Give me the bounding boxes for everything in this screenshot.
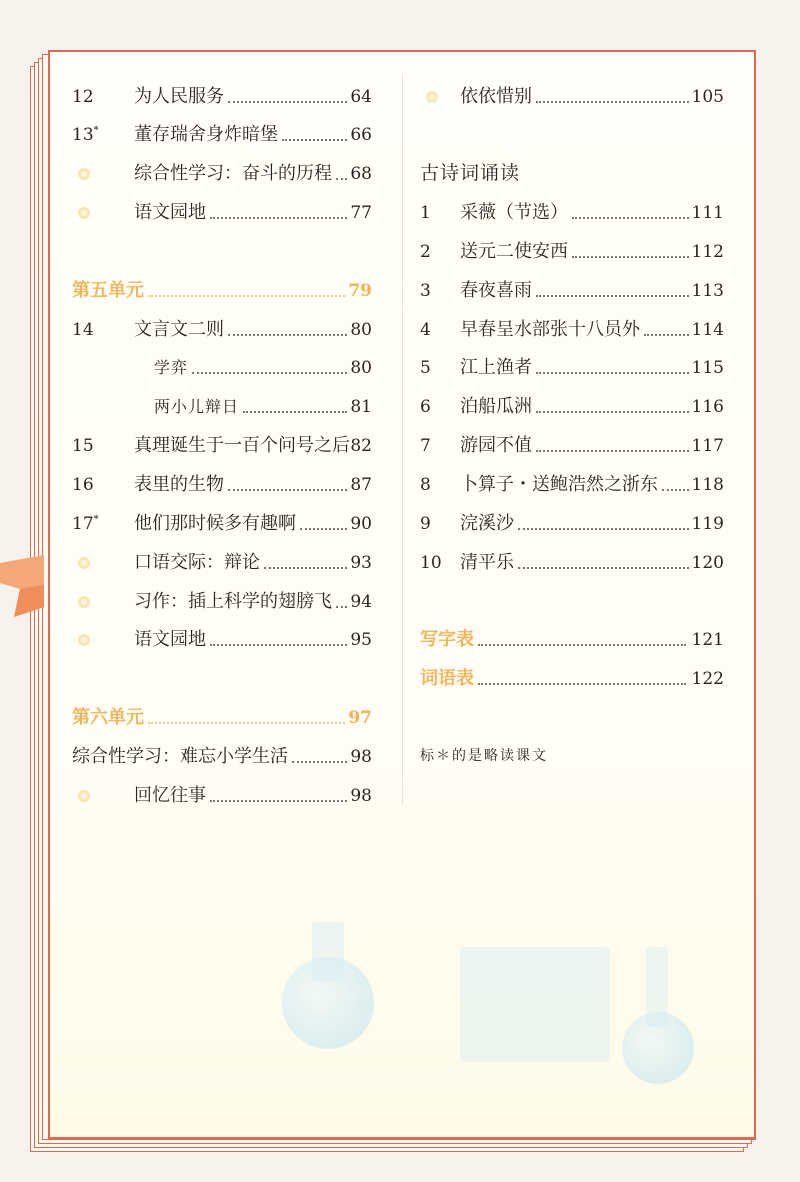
leader-dots bbox=[536, 372, 689, 374]
entry-page-number: 87 bbox=[350, 475, 372, 495]
toc-entry[interactable] bbox=[72, 120, 372, 150]
leader-dots bbox=[536, 450, 689, 452]
entry-title: 江上渔者 bbox=[460, 357, 532, 378]
entry-number: 14 bbox=[72, 320, 94, 340]
toc-entry[interactable] bbox=[420, 392, 724, 422]
entry-title: 游园不值 bbox=[460, 435, 532, 456]
toc-entry[interactable] bbox=[72, 392, 372, 422]
leader-dots bbox=[518, 567, 689, 569]
entry-title: 词语表 bbox=[420, 668, 474, 689]
toc-entry[interactable] bbox=[420, 353, 724, 383]
entry-title: 口语交际：辩论 bbox=[134, 552, 260, 573]
bullet-icon bbox=[78, 557, 90, 569]
toc-entry[interactable] bbox=[72, 587, 372, 617]
entry-title: 语文园地 bbox=[134, 202, 206, 223]
supplementary-reading-mark: * bbox=[93, 125, 99, 136]
leader-dots bbox=[210, 800, 347, 802]
entry-number: 4 bbox=[420, 320, 431, 340]
entry-page-number: 93 bbox=[350, 553, 372, 573]
toc-entry[interactable] bbox=[72, 82, 372, 112]
column-divider bbox=[402, 74, 403, 804]
entry-number: 13* bbox=[72, 125, 99, 145]
entry-number: 3 bbox=[420, 281, 431, 301]
toc-entry[interactable] bbox=[420, 198, 724, 228]
toc-entry[interactable] bbox=[420, 315, 724, 345]
entry-page-number: 117 bbox=[691, 436, 724, 456]
entry-page-number: 95 bbox=[350, 630, 372, 650]
entry-title: 依依惜别 bbox=[460, 86, 532, 107]
leader-dots bbox=[148, 295, 345, 297]
entry-title: 表里的生物 bbox=[134, 474, 224, 495]
entry-title: 泊船瓜洲 bbox=[460, 396, 532, 417]
bullet-icon bbox=[426, 91, 438, 103]
leader-dots bbox=[210, 644, 347, 646]
entry-page-number: 81 bbox=[350, 397, 372, 417]
entry-page-number: 80 bbox=[350, 358, 372, 378]
toc-entry[interactable] bbox=[420, 664, 724, 694]
toc-entry[interactable] bbox=[72, 548, 372, 578]
toc-entry[interactable] bbox=[420, 237, 724, 267]
entry-page-number: 77 bbox=[350, 203, 372, 223]
entry-number: 5 bbox=[420, 358, 431, 378]
leader-dots bbox=[292, 761, 347, 763]
round-flask-neck-illustration bbox=[646, 947, 668, 1027]
toc-entry[interactable] bbox=[72, 742, 372, 772]
entry-number: 6 bbox=[420, 397, 431, 417]
entry-title: 回忆往事 bbox=[134, 785, 206, 806]
leader-dots bbox=[243, 411, 347, 413]
footnote: 标＊的是略读课文 bbox=[420, 748, 548, 764]
entry-page-number: 121 bbox=[691, 630, 724, 650]
leader-dots bbox=[228, 334, 347, 336]
leader-dots bbox=[264, 567, 347, 569]
entry-page-number: 118 bbox=[691, 475, 724, 495]
poetry-heading: 古诗词诵读 bbox=[420, 162, 521, 184]
entry-title: 春夜喜雨 bbox=[460, 280, 532, 301]
toc-entry[interactable] bbox=[420, 82, 724, 112]
leader-dots bbox=[536, 411, 689, 413]
entry-page-number: 98 bbox=[350, 747, 372, 767]
entry-number: 10 bbox=[420, 553, 442, 573]
entry-title: 习作：插上科学的翅膀飞 bbox=[134, 591, 332, 612]
entry-title: 两小儿辩日 bbox=[154, 397, 240, 416]
leader-dots bbox=[572, 217, 689, 219]
leader-dots bbox=[210, 217, 347, 219]
toc-entry[interactable] bbox=[72, 276, 372, 306]
leader-dots bbox=[228, 489, 347, 491]
toc-page bbox=[48, 50, 756, 1139]
leader-dots bbox=[536, 101, 689, 103]
bullet-icon bbox=[78, 790, 90, 802]
entry-page-number: 120 bbox=[691, 553, 724, 573]
toc-entry[interactable] bbox=[420, 276, 724, 306]
leader-dots bbox=[518, 528, 689, 530]
entry-number: 7 bbox=[420, 436, 431, 456]
entry-number: 16 bbox=[72, 475, 94, 495]
entry-page-number: 114 bbox=[691, 320, 724, 340]
leader-dots bbox=[536, 295, 689, 297]
bullet-icon bbox=[78, 634, 90, 646]
supplementary-reading-mark: * bbox=[93, 514, 99, 525]
leader-dots bbox=[192, 372, 347, 374]
toc-entry[interactable] bbox=[420, 625, 724, 655]
leader-dots bbox=[228, 101, 347, 103]
leader-dots bbox=[336, 178, 347, 180]
entry-title: 清平乐 bbox=[460, 552, 514, 573]
toc-entry[interactable] bbox=[420, 509, 724, 539]
toc-entry[interactable] bbox=[420, 470, 724, 500]
bullet-icon bbox=[78, 207, 90, 219]
entry-title: 浣溪沙 bbox=[460, 513, 514, 534]
entry-page-number: 119 bbox=[691, 514, 724, 534]
entry-page-number: 66 bbox=[350, 125, 372, 145]
toc-entry[interactable] bbox=[72, 625, 372, 655]
toc-entry[interactable] bbox=[420, 548, 724, 578]
bullet-icon bbox=[78, 596, 90, 608]
leader-dots bbox=[478, 644, 686, 646]
entry-title: 董存瑞舍身炸暗堡 bbox=[134, 124, 278, 145]
beaker-illustration bbox=[460, 947, 610, 1062]
entry-title: 学弈 bbox=[154, 358, 189, 377]
entry-page-number: 115 bbox=[691, 358, 724, 378]
bookmark-ribbon bbox=[0, 555, 44, 617]
entry-number: 1 bbox=[420, 203, 431, 223]
entry-title: 卜算子・送鲍浩然之浙东 bbox=[460, 474, 658, 495]
entry-page-number: 122 bbox=[691, 669, 724, 689]
entry-title: 采薇（节选） bbox=[460, 202, 568, 223]
toc-entry[interactable] bbox=[420, 431, 724, 461]
toc-entry[interactable] bbox=[72, 470, 372, 500]
entry-number: 17* bbox=[72, 514, 99, 534]
entry-page-number: 68 bbox=[350, 164, 372, 184]
toc-entry[interactable] bbox=[72, 509, 372, 539]
leader-dots bbox=[662, 489, 689, 491]
entry-title: 他们那时候多有趣啊 bbox=[134, 513, 296, 534]
entry-title: 综合性学习：难忘小学生活 bbox=[72, 746, 288, 767]
toc-entry[interactable] bbox=[72, 315, 372, 345]
entry-page-number: 113 bbox=[691, 281, 724, 301]
entry-page-number: 105 bbox=[691, 87, 724, 107]
toc-entry[interactable] bbox=[72, 431, 372, 461]
entry-page-number: 64 bbox=[350, 87, 372, 107]
entry-page-number: 90 bbox=[350, 514, 372, 534]
entry-page-number: 111 bbox=[691, 203, 724, 223]
leader-dots bbox=[282, 139, 347, 141]
leader-dots bbox=[300, 528, 347, 530]
entry-page-number: 116 bbox=[691, 397, 724, 417]
toc-entry[interactable] bbox=[72, 703, 372, 733]
entry-title: 综合性学习：奋斗的历程 bbox=[134, 163, 332, 184]
toc-entry[interactable] bbox=[72, 781, 372, 811]
entry-page-number: 94 bbox=[350, 592, 372, 612]
entry-title: 第六单元 bbox=[72, 707, 144, 728]
entry-page-number: 98 bbox=[350, 786, 372, 806]
entry-number: 2 bbox=[420, 242, 431, 262]
entry-number: 9 bbox=[420, 514, 431, 534]
entry-title: 送元二使安西 bbox=[460, 241, 568, 262]
entry-title: 为人民服务 bbox=[134, 86, 224, 107]
bullet-icon bbox=[78, 168, 90, 180]
leader-dots bbox=[336, 606, 347, 608]
toc-entry[interactable] bbox=[72, 353, 372, 383]
leader-dots bbox=[148, 722, 345, 724]
entry-number: 8 bbox=[420, 475, 431, 495]
entry-title: 文言文二则 bbox=[134, 319, 224, 340]
entry-page-number: 82 bbox=[350, 436, 372, 456]
entry-page-number: 112 bbox=[691, 242, 724, 262]
entry-page-number: 79 bbox=[348, 281, 372, 301]
entry-title: 早春呈水部张十八员外 bbox=[460, 319, 640, 340]
entry-page-number: 80 bbox=[350, 320, 372, 340]
flask-neck-illustration bbox=[312, 922, 344, 982]
leader-dots bbox=[644, 334, 689, 336]
leader-dots bbox=[572, 256, 689, 258]
entry-number: 12 bbox=[72, 87, 94, 107]
toc-entry[interactable] bbox=[72, 198, 372, 228]
entry-title: 真理诞生于一百个问号之后 bbox=[134, 435, 350, 456]
entry-page-number: 97 bbox=[348, 708, 372, 728]
entry-number: 15 bbox=[72, 436, 94, 456]
toc-entry[interactable] bbox=[72, 159, 372, 189]
entry-title: 第五单元 bbox=[72, 280, 144, 301]
leader-dots bbox=[478, 683, 686, 685]
entry-title: 写字表 bbox=[420, 629, 474, 650]
entry-title: 语文园地 bbox=[134, 629, 206, 650]
